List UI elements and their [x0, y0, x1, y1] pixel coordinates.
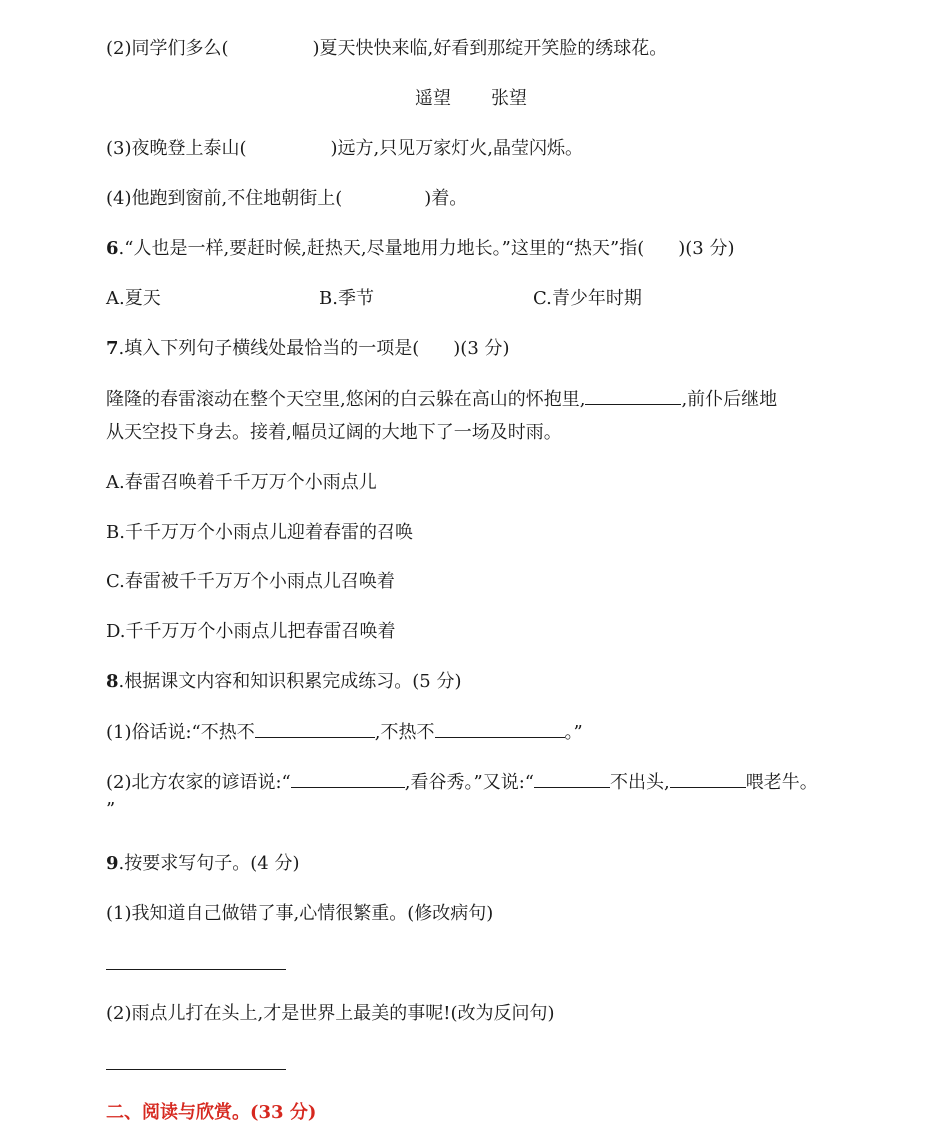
- question-number: 8: [106, 671, 119, 692]
- fill-blank[interactable]: [291, 769, 405, 788]
- q6-option-c[interactable]: C.青少年时期: [533, 288, 642, 309]
- q9-item1: (1)我知道自己做错了事,心情很繁重。(修改病句): [106, 903, 494, 924]
- q9-stem: 9.按要求写句子。(4 分): [106, 853, 300, 874]
- fill-blank[interactable]: [534, 769, 610, 788]
- q7-option-d[interactable]: D.千千万万个小雨点儿把春雷召唤着: [106, 621, 396, 642]
- word-choice: 张望: [491, 88, 527, 109]
- question-number: 9: [106, 853, 119, 874]
- q7-passage-line1: 隆隆的春雷滚动在整个天空里,悠闲的白云躲在高山的怀抱里, ,前仆后继地: [106, 386, 777, 413]
- q5-item3: (3)夜晚登上泰山( )远方,只见万家灯火,晶莹闪烁。: [106, 138, 583, 159]
- fill-blank[interactable]: [585, 386, 681, 405]
- q7-passage-line2: 从天空投下身去。接着,幅员辽阔的大地下了一场及时雨。: [106, 422, 562, 443]
- q5-item2: (2)同学们多么( )夏天快快来临,好看到那绽开笑脸的绣球花。: [106, 38, 668, 59]
- question-number: 6: [106, 238, 119, 259]
- q7-option-b[interactable]: B.千千万万个小雨点儿迎着春雷的召唤: [106, 522, 413, 543]
- q7-stem: 7.填入下列句子横线处最恰当的一项是( )(3 分): [106, 338, 510, 359]
- question-number: 7: [106, 338, 119, 359]
- q6-option-b[interactable]: B.季节: [319, 288, 374, 309]
- fill-blank[interactable]: [670, 769, 746, 788]
- q8-item1: (1)俗话说:“不热不 ,不热不 。”: [106, 719, 583, 746]
- q7-option-c[interactable]: C.春雷被千千万万个小雨点儿召唤着: [106, 571, 395, 592]
- word-choices: [415, 86, 527, 112]
- fill-blank[interactable]: [255, 719, 375, 738]
- q9-item2: (2)雨点儿打在头上,才是世界上最美的事呢!(改为反问句): [106, 1003, 555, 1024]
- q6-option-a[interactable]: A.夏天: [106, 288, 161, 309]
- q7-option-a[interactable]: A.春雷召唤着千千万万个小雨点儿: [106, 472, 377, 493]
- q8-item2-closing-quote: ”: [106, 799, 116, 820]
- q8-item2: (2)北方农家的谚语说:“ ,看谷秀。”又说:“ 不出头, 喂老牛。: [106, 769, 818, 796]
- q6-stem: 6.“人也是一样,要赶时候,赶热天,尽量地用力地长。”这里的“热天”指( )(3 分): [106, 238, 735, 259]
- answer-line[interactable]: [106, 969, 286, 970]
- word-choice: 遥望: [415, 88, 451, 109]
- q5-item4: (4)他跑到窗前,不住地朝街上( )着。: [106, 188, 468, 209]
- section-heading: 二、阅读与欣赏。(33 分): [106, 1102, 317, 1123]
- q8-stem: 8.根据课文内容和知识积累完成练习。(5 分): [106, 671, 462, 692]
- fill-blank[interactable]: [435, 719, 565, 738]
- answer-line[interactable]: [106, 1069, 286, 1070]
